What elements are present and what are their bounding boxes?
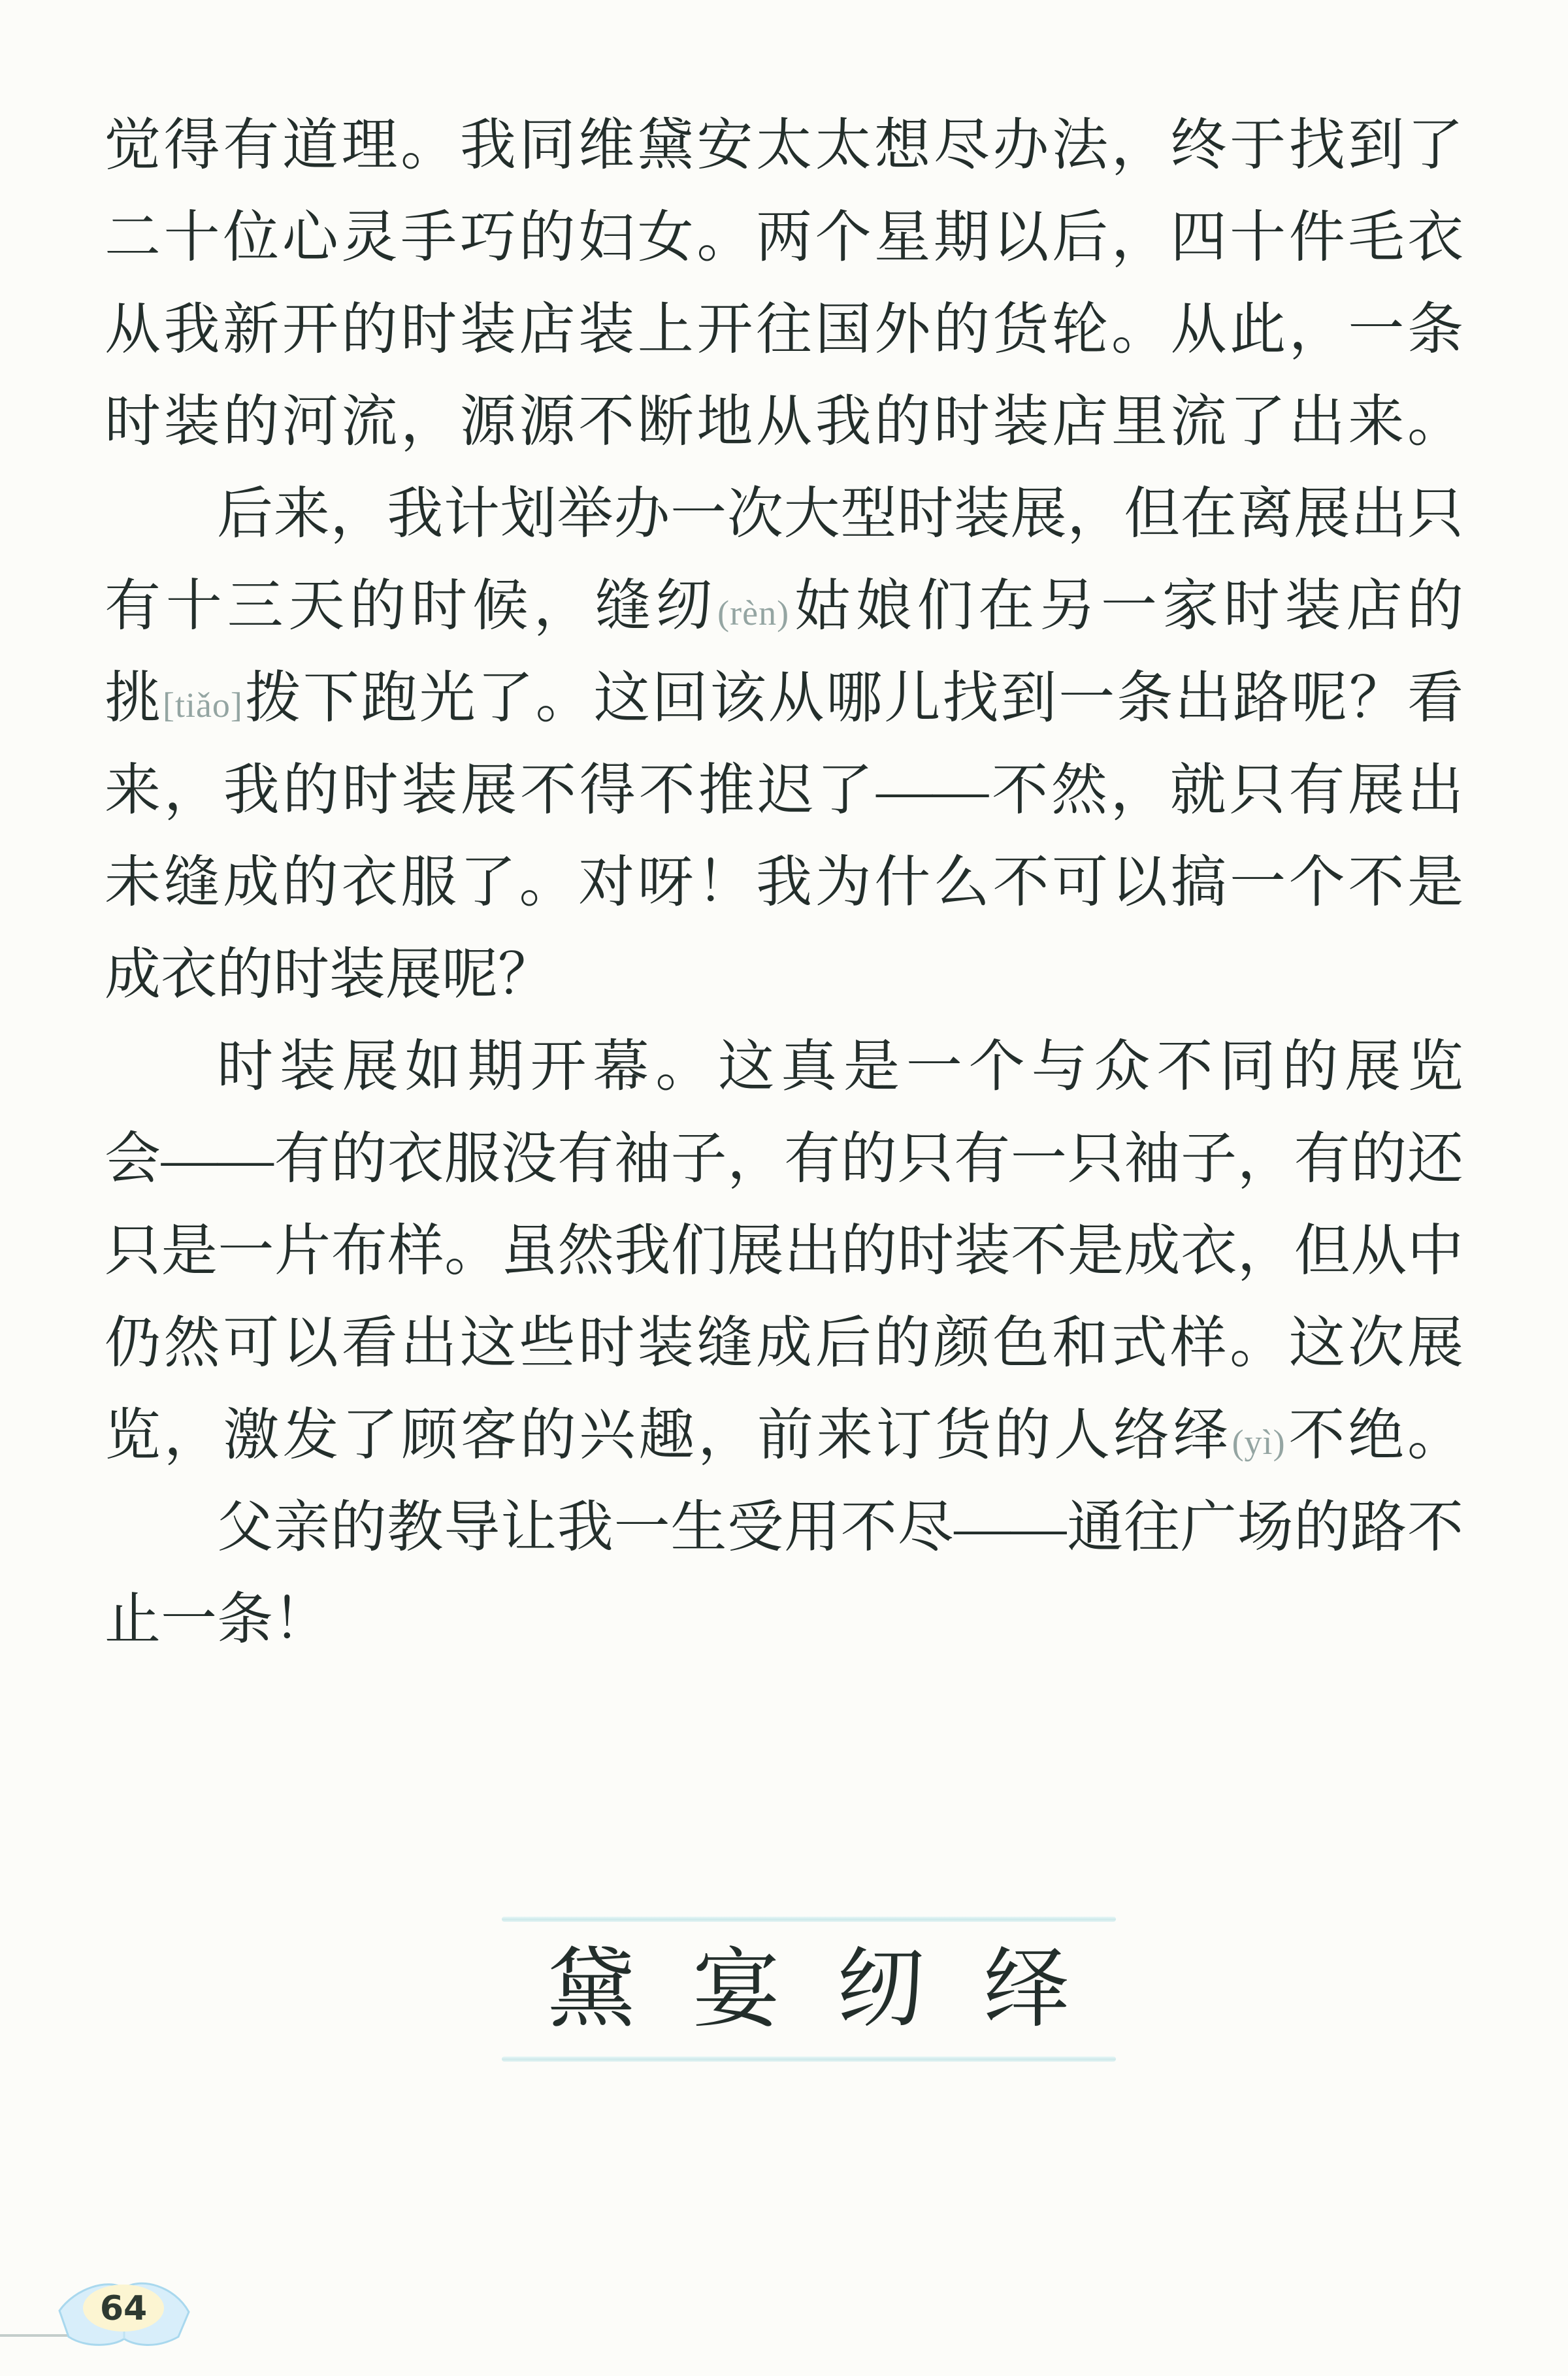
paragraph-line — [105, 1574, 1463, 1666]
text-segment: 不绝。 — [1285, 1404, 1464, 1466]
practice-character: 宴 — [692, 1941, 780, 2038]
text-segment: 时装的河流，源源不断地从我的时装店里流了出来。 — [105, 390, 1463, 453]
text-segment: 觉得有道理。我同维黛安太太想尽办法，终于找到了 — [105, 114, 1463, 176]
practice-character: 绎 — [982, 1941, 1070, 2038]
text-segment: 来，我的时装展不得不推迟了——不然，就只有展出 — [105, 759, 1463, 821]
text-segment: 二十位心灵手巧的妇女。两个星期以后，四十件毛衣 — [105, 206, 1463, 269]
paragraph-line — [105, 1205, 1463, 1297]
paragraph-line — [105, 1481, 1463, 1574]
practice-character: 黛 — [547, 1941, 636, 2038]
paragraph-line — [105, 191, 1463, 284]
new-characters-section — [502, 1917, 1116, 2061]
text-segment: 只是一片布样。虽然我们展出的时装不是成衣，但从中 — [105, 1219, 1463, 1282]
page-number: 64 — [99, 2289, 148, 2328]
new-characters-row — [502, 1935, 1116, 2045]
paragraph-line — [105, 560, 1463, 652]
writing-guide-line-top — [502, 1917, 1116, 1922]
paragraph-line — [105, 836, 1463, 929]
text-segment: 姑娘们在另一家时装店的 — [789, 574, 1464, 637]
pinyin-annotation: (rèn) — [717, 593, 790, 633]
open-book-icon — [56, 2269, 193, 2351]
text-segment: 未缝成的衣服了。对呀！我为什么不可以搞一个不是 — [105, 851, 1463, 914]
paragraph-line — [105, 1297, 1463, 1389]
paragraph-line — [105, 1021, 1463, 1113]
pinyin-annotation: [tiǎo] — [162, 685, 243, 725]
paragraph-line — [105, 1389, 1463, 1481]
writing-guide-line-bottom — [502, 2056, 1116, 2062]
text-segment: 时装展如期开幕。这真是一个与众不同的展览 — [217, 1035, 1463, 1098]
text-segment: 拨下跑光了。这回该从哪儿找到一条出路呢？看 — [242, 667, 1464, 729]
paragraph-line — [105, 99, 1463, 191]
text-segment: 览，激发了顾客的兴趣，前来订货的人络绎 — [105, 1404, 1232, 1466]
paragraph-line — [105, 652, 1463, 744]
paragraph-line — [105, 468, 1463, 560]
text-segment: 会——有的衣服没有袖子，有的只有一只袖子，有的还 — [105, 1127, 1463, 1190]
pinyin-annotation: (yì) — [1232, 1423, 1286, 1462]
page-number-badge — [56, 2269, 193, 2351]
paragraph-line — [105, 744, 1463, 836]
paragraph-line — [105, 929, 1463, 1021]
text-segment: 成衣的时装展呢？ — [105, 943, 554, 1006]
paragraph-line — [105, 284, 1463, 376]
text-segment: 从我新开的时装店装上开往国外的货轮。从此，一条 — [105, 298, 1463, 361]
practice-character: 纫 — [837, 1941, 925, 2038]
text-segment: 仍然可以看出这些时装缝成后的颜色和式样。这次展 — [105, 1312, 1463, 1374]
text-segment: 挑 — [105, 667, 163, 729]
text-segment: 父亲的教导让我一生受用不尽——通往广场的路不 — [217, 1496, 1463, 1559]
text-segment: 止一条！ — [105, 1588, 329, 1651]
text-segment: 后来，我计划举办一次大型时装展，但在离展出只 — [217, 482, 1463, 545]
text-segment: 有十三天的时候，缝纫 — [105, 574, 718, 637]
body-text — [105, 99, 1463, 1666]
paragraph-line — [105, 376, 1463, 468]
paragraph-line — [105, 1113, 1463, 1205]
